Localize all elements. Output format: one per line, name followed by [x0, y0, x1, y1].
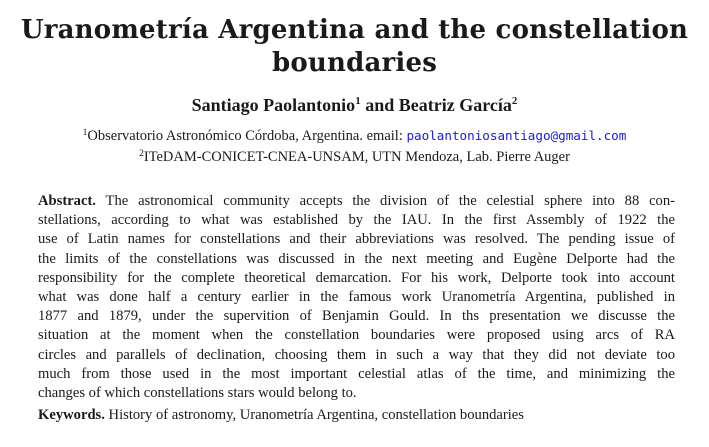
keywords-text: History of astronomy, Uranometría Argentina, constellation boundaries — [108, 407, 524, 423]
affiliation-text: Observatorio Astronómico Córdoba, Argentina. email: — [87, 128, 403, 144]
abstract-label: Abstract. — [38, 193, 96, 209]
abstract-line: responsibility for the complete theoretical demarcation. For his work, Delporte took into account — [38, 269, 675, 286]
abstract-line: situation at the moment when the constellation boundaries were proposed using arcs of RA — [38, 327, 675, 344]
abstract-line: changes of which constellations stars would belong to. — [38, 385, 357, 402]
author-name: Beatriz García — [398, 95, 512, 115]
affiliation-mark: 2 — [139, 149, 144, 159]
abstract-line: much from those used in the most important celestial atlas of the time, and minimizing the — [38, 365, 675, 382]
affiliation-mark: 1 — [82, 128, 88, 138]
author-affiliation-mark: 2 — [511, 95, 518, 107]
affiliation-2 — [0, 148, 709, 166]
author-name: Santiago Paolantonio — [191, 95, 356, 115]
abstract-line: 1877 and 1879, under the supervition of Benjamin Gould. In ths presentation we discusse the — [38, 308, 675, 325]
author-line — [0, 94, 709, 116]
abstract-line: what was done half a century earlier in the famous work Uranometría Argentina, published in — [38, 289, 675, 306]
abstract-line: Abstract. The astronomical community accepts the division of the celestial sphere into 88 con- — [38, 193, 676, 209]
keywords — [38, 406, 675, 425]
abstract — [38, 192, 675, 403]
abstract-line: use of Latin names for constellations and their abbreviations was resolved. The pending issue of — [38, 231, 675, 248]
author-affiliation-mark: 1 — [355, 95, 361, 107]
paper-title: Uranometría Argentina and the constellation boundaries — [20, 15, 689, 78]
author-conjunction: and — [365, 95, 395, 115]
abstract-line: stellations, according to what was established by the IAU. In the first Assembly of 1922 the — [38, 212, 675, 229]
affiliation-1 — [0, 127, 709, 145]
affiliation-text: ITeDAM-CONICET-CNEA-UNSAM, UTN Mendoza, Lab. Pierre Auger — [143, 149, 570, 165]
abstract-line: the limits of the constellations was discussed in the next meeting and Eugène Delporte had the — [38, 250, 675, 267]
keywords-label: Keywords. — [38, 407, 105, 423]
abstract-line: circles and parallels of declination, choosing them in such a way that they did not deviate too — [38, 346, 675, 363]
email-link[interactable]: paolantoniosantiago@gmail.com — [406, 128, 627, 143]
